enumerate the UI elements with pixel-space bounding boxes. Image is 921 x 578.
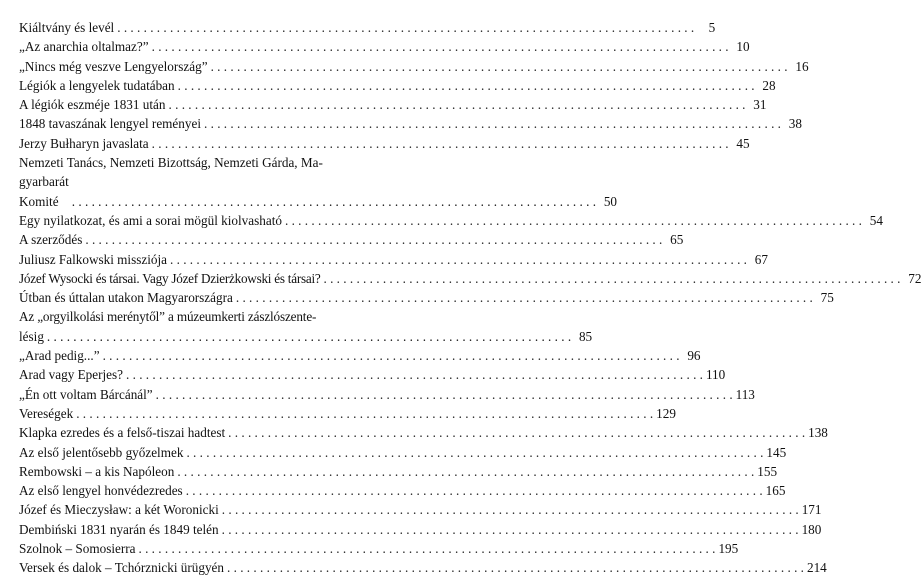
toc-entry (19, 520, 822, 539)
toc-entry (19, 346, 701, 365)
toc-entry (19, 481, 786, 500)
toc-entry-title: A légiók eszméje 1831 után (19, 97, 166, 113)
toc-entry-title: Vereségek (19, 405, 74, 421)
toc-entry-page: 129 (656, 405, 676, 421)
toc-entry (19, 558, 827, 577)
dot-leader (211, 57, 788, 76)
toc-entry-title: A szerződés (19, 232, 83, 248)
dot-leader (138, 539, 715, 558)
dot-leader (117, 18, 694, 37)
dot-leader (76, 404, 653, 423)
toc-entry (19, 95, 767, 114)
toc-entry-title: 1848 tavaszának lengyel reményei (19, 116, 201, 132)
toc-entry-title: Légiók a lengyelek tudatában (19, 77, 175, 93)
dot-leader (285, 211, 862, 230)
toc-entry-page: 16 (795, 58, 809, 74)
dot-leader (152, 37, 729, 56)
toc-entry-page: 96 (687, 348, 701, 364)
toc-entry (19, 443, 787, 462)
toc-entry-page: 214 (806, 560, 827, 576)
toc-entry (19, 76, 776, 95)
dot-leader: . . . . . . . . . . . . . . . . . . . . . . . . . . . . . . . . . . . . . . . . . . . . . . . . . . . . . . . . . . . . . . . . . . . . . . . . . . . . . . . . (71, 193, 596, 209)
toc-entry-page: 10 (736, 39, 750, 55)
toc-entry (19, 307, 593, 346)
toc-entry-page: 195 (718, 541, 739, 557)
toc-entry-page: 75 (820, 290, 834, 306)
toc-entry-page: 145 (766, 444, 787, 460)
toc-entry (19, 365, 726, 384)
toc-entry-title: Szolnok – Somosierra (19, 541, 136, 557)
dot-leader (152, 134, 729, 153)
dot-leader (126, 365, 703, 384)
toc-entry-title: „Én ott voltam Bárcánál” (19, 386, 153, 402)
toc-entry-title-continuation: gyarbarát Komité (19, 174, 69, 209)
toc-entry-page: 5 (708, 20, 716, 35)
toc-entry-page: 72 (908, 270, 921, 286)
toc-entry (19, 230, 684, 249)
toc-entry-title: „Arad pedig...” (19, 348, 100, 364)
toc-entry-page: 50 (603, 193, 617, 209)
dot-leader (177, 462, 754, 481)
toc-entry-page: 180 (801, 521, 822, 537)
toc-entry (19, 114, 802, 133)
toc-entry-title: „Az anarchia oltalmaz?” (19, 39, 149, 55)
toc-entry (19, 18, 716, 37)
toc-entry-page: 65 (670, 232, 684, 248)
toc-entry (19, 57, 809, 76)
toc-entry-page: 31 (753, 97, 767, 113)
dot-leader (228, 423, 805, 442)
toc-entry (19, 423, 828, 442)
toc-entry (19, 385, 755, 404)
dot-leader (103, 346, 680, 365)
toc-entry (19, 153, 617, 211)
toc-entry (19, 404, 676, 423)
dot-leader (227, 558, 804, 577)
toc-entry-page: 54 (869, 212, 883, 228)
dot-leader (186, 481, 763, 500)
toc-entry-page: 171 (801, 502, 822, 518)
toc-entry-page: 138 (808, 425, 828, 441)
dot-leader (156, 385, 733, 404)
toc-entry-page: 67 (754, 251, 768, 267)
toc-entry-title: Versek és dalok – Tchórznicki ürügyén (19, 560, 225, 576)
dot-leader (169, 95, 746, 114)
toc-entry-page: 110 (705, 367, 726, 383)
toc-entry (19, 37, 750, 56)
toc-entry-title: Józef és Mieczysław: a két Woronicki (19, 502, 219, 518)
toc-entry-title: Az első lengyel honvédezredes (19, 483, 183, 499)
toc-entry-page: 45 (736, 135, 750, 151)
dot-leader (204, 114, 781, 133)
toc-entry-page: 85 (578, 328, 593, 344)
toc-entry-title: Józef Wysocki és társai. Vagy Józef Dzierżkowski és társai? (19, 270, 321, 286)
dot-leader (236, 288, 813, 307)
toc-entry-title: Rembowski – a kis Napóleon (19, 463, 175, 479)
dot-leader: . . . . . . . . . . . . . . . . . . . . . . . . . . . . . . . . . . . . . . . . . . . . . . . . . . . . . . . . . . . . . . . . . . . . . . . . . . . . . . . . (46, 328, 572, 344)
toc-entry-title: Az első jelentősebb győzelmek (19, 444, 184, 460)
toc-entry-title: „Nincs még veszve Lengyelország” (19, 58, 208, 74)
toc-entry-page: 113 (735, 386, 755, 402)
toc-entry-title: Arad vagy Eperjes? (19, 367, 123, 383)
toc-entry-title: Juliusz Falkowski missziója (19, 251, 167, 267)
toc-entry-page: 155 (757, 463, 778, 479)
toc-entry (19, 269, 921, 288)
table-of-contents (19, 18, 921, 578)
toc-entry-title: Kiáltvány és levél (19, 20, 115, 35)
dot-leader (178, 76, 755, 95)
toc-entry (19, 539, 739, 558)
toc-entry-title: Útban és úttalan utakon Magyarországra (19, 290, 233, 306)
dot-leader (222, 520, 799, 539)
toc-entry (19, 288, 834, 307)
toc-entry (19, 462, 778, 481)
toc-entry-title-continuation: lésig (19, 328, 44, 344)
dot-leader (170, 250, 747, 269)
toc-entry-title: Az „orgyilkolási merénytől” a múzeumkerti zászlószente- (19, 309, 317, 325)
dot-leader (323, 269, 900, 288)
toc-entry-title: Egy nyilatkozat, és ami a sorai mögül kiolvasható (19, 212, 282, 228)
toc-entry-page: 38 (788, 116, 802, 132)
toc-entry-page: 165 (765, 483, 786, 499)
toc-entry-title: Dembiński 1831 nyarán és 1849 telén (19, 521, 219, 537)
toc-entry-title: Klapka ezredes és a felső-tiszai hadtest (19, 425, 226, 441)
toc-entry (19, 500, 822, 519)
toc-entry-title: Nemzeti Tanács, Nemzeti Bizottság, Nemzeti Gárda, Ma- (19, 155, 323, 171)
toc-entry-title: Jerzy Bułharyn javaslata (19, 135, 149, 151)
toc-entry (19, 211, 883, 230)
dot-leader (85, 230, 662, 249)
dot-leader (186, 443, 763, 462)
toc-entry (19, 250, 768, 269)
dot-leader (222, 500, 799, 519)
toc-entry-page: 28 (762, 77, 776, 93)
toc-entry (19, 134, 750, 153)
